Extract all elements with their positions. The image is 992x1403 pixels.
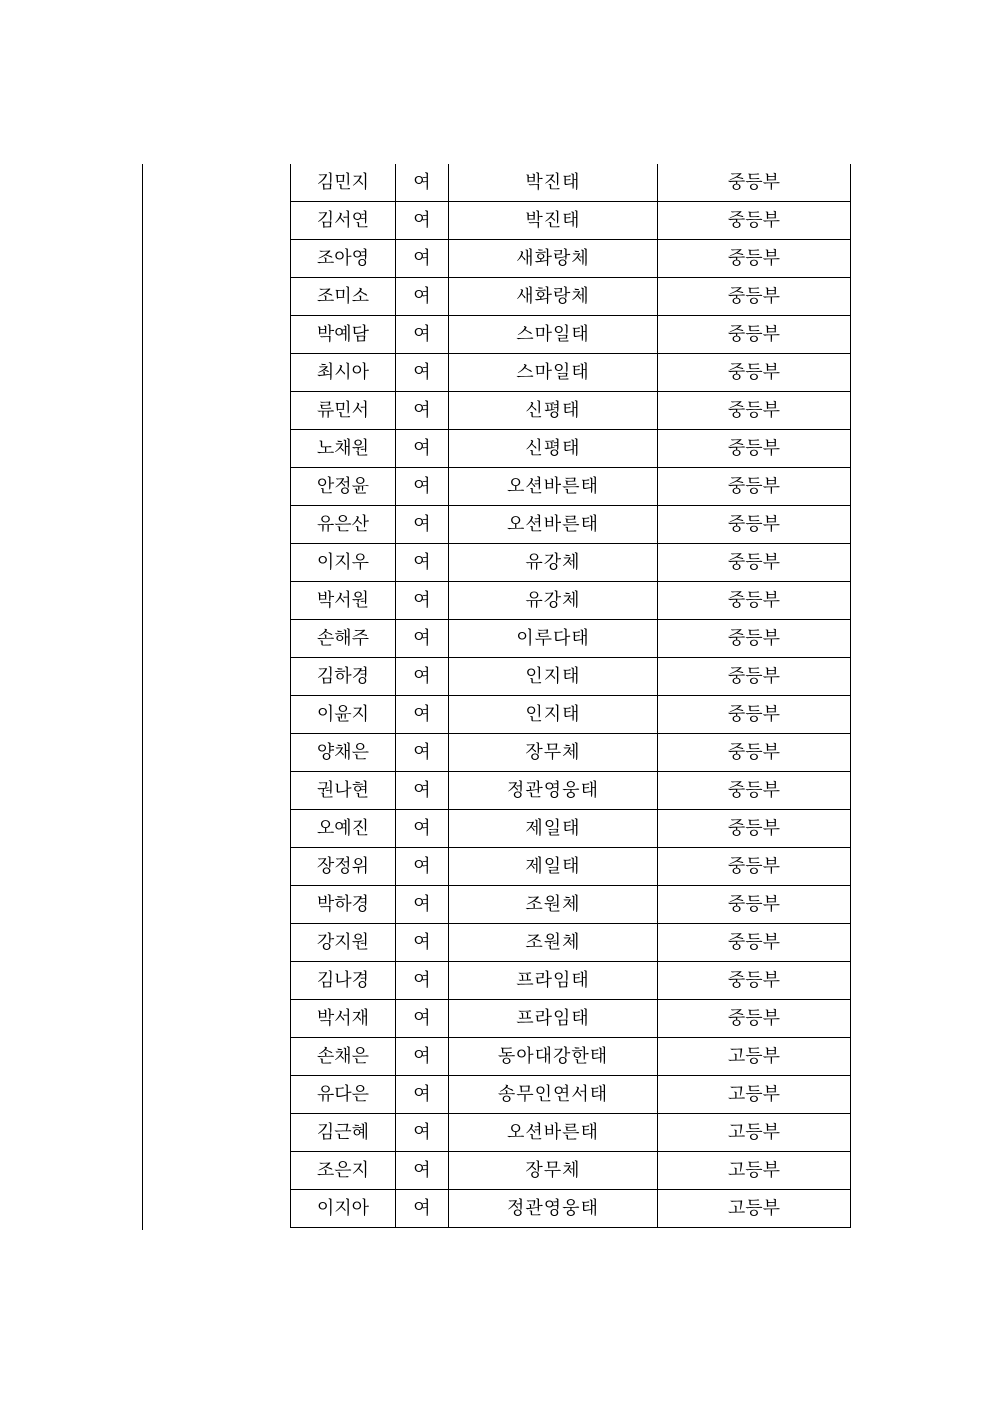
athlete-club: 이루다태 xyxy=(449,620,658,658)
table-row xyxy=(291,886,851,924)
athlete-gender: 여 xyxy=(396,848,449,886)
athlete-gender: 여 xyxy=(396,1114,449,1152)
athlete-name: 오예진 xyxy=(291,810,396,848)
athlete-club: 장무체 xyxy=(449,734,658,772)
athlete-division: 중등부 xyxy=(658,734,851,772)
athlete-club: 오션바른태 xyxy=(449,468,658,506)
athlete-name: 손해주 xyxy=(291,620,396,658)
athlete-club: 제일태 xyxy=(449,848,658,886)
table-row xyxy=(291,240,851,278)
athlete-division: 중등부 xyxy=(658,240,851,278)
athlete-gender: 여 xyxy=(396,1190,449,1228)
athlete-club: 인지태 xyxy=(449,658,658,696)
athlete-club: 새화랑체 xyxy=(449,278,658,316)
athlete-division: 중등부 xyxy=(658,354,851,392)
athlete-name: 류민서 xyxy=(291,392,396,430)
athlete-name: 이지아 xyxy=(291,1190,396,1228)
table-row xyxy=(291,582,851,620)
athlete-division: 중등부 xyxy=(658,772,851,810)
athlete-division: 중등부 xyxy=(658,430,851,468)
table-row xyxy=(291,544,851,582)
roster-body xyxy=(291,164,851,1228)
athlete-division: 중등부 xyxy=(658,582,851,620)
table-row xyxy=(291,506,851,544)
athlete-club: 정관영웅태 xyxy=(449,1190,658,1228)
athlete-club: 새화랑체 xyxy=(449,240,658,278)
athlete-gender: 여 xyxy=(396,1152,449,1190)
athlete-gender: 여 xyxy=(396,582,449,620)
table-row xyxy=(291,1038,851,1076)
athlete-name: 최시아 xyxy=(291,354,396,392)
table-row xyxy=(291,202,851,240)
athlete-name: 김근혜 xyxy=(291,1114,396,1152)
athlete-club: 조원체 xyxy=(449,886,658,924)
table-row xyxy=(291,848,851,886)
athlete-name: 양채은 xyxy=(291,734,396,772)
athlete-gender: 여 xyxy=(396,1038,449,1076)
athlete-gender: 여 xyxy=(396,1000,449,1038)
table-row xyxy=(291,772,851,810)
athlete-name: 손채은 xyxy=(291,1038,396,1076)
table-row xyxy=(291,734,851,772)
athlete-gender: 여 xyxy=(396,620,449,658)
athlete-club: 정관영웅태 xyxy=(449,772,658,810)
athlete-name: 유다은 xyxy=(291,1076,396,1114)
athlete-gender: 여 xyxy=(396,1076,449,1114)
athlete-division: 고등부 xyxy=(658,1038,851,1076)
athlete-gender: 여 xyxy=(396,506,449,544)
athlete-club: 조원체 xyxy=(449,924,658,962)
athlete-gender: 여 xyxy=(396,544,449,582)
athlete-division: 중등부 xyxy=(658,506,851,544)
athlete-division: 중등부 xyxy=(658,468,851,506)
table-row xyxy=(291,1076,851,1114)
table-row xyxy=(291,620,851,658)
athlete-club: 프라임태 xyxy=(449,1000,658,1038)
athlete-gender: 여 xyxy=(396,354,449,392)
athlete-division: 중등부 xyxy=(658,886,851,924)
table-row xyxy=(291,1114,851,1152)
athlete-name: 조아영 xyxy=(291,240,396,278)
table-row xyxy=(291,164,851,202)
table-row xyxy=(291,658,851,696)
athlete-division: 중등부 xyxy=(658,202,851,240)
athlete-name: 권나현 xyxy=(291,772,396,810)
athlete-gender: 여 xyxy=(396,696,449,734)
table-row xyxy=(291,1000,851,1038)
athlete-club: 박진태 xyxy=(449,164,658,202)
athlete-division: 중등부 xyxy=(658,316,851,354)
athlete-name: 김민지 xyxy=(291,164,396,202)
athlete-gender: 여 xyxy=(396,772,449,810)
athlete-gender: 여 xyxy=(396,810,449,848)
table-row xyxy=(291,962,851,1000)
athlete-name: 이지우 xyxy=(291,544,396,582)
athlete-division: 중등부 xyxy=(658,810,851,848)
athlete-club: 박진태 xyxy=(449,202,658,240)
athlete-gender: 여 xyxy=(396,202,449,240)
athlete-name: 노채원 xyxy=(291,430,396,468)
athlete-gender: 여 xyxy=(396,278,449,316)
table-row xyxy=(291,430,851,468)
athlete-division: 중등부 xyxy=(658,164,851,202)
athlete-name: 강지원 xyxy=(291,924,396,962)
table-row xyxy=(291,810,851,848)
athlete-club: 송무인연서태 xyxy=(449,1076,658,1114)
athlete-club: 오션바른태 xyxy=(449,1114,658,1152)
table-row xyxy=(291,924,851,962)
table-row xyxy=(291,696,851,734)
athlete-name: 김나경 xyxy=(291,962,396,1000)
athlete-division: 중등부 xyxy=(658,848,851,886)
table-row xyxy=(291,354,851,392)
athlete-division: 고등부 xyxy=(658,1152,851,1190)
athlete-club: 프라임태 xyxy=(449,962,658,1000)
athlete-name: 유은산 xyxy=(291,506,396,544)
athlete-name: 박서재 xyxy=(291,1000,396,1038)
athlete-club: 제일태 xyxy=(449,810,658,848)
roster-table xyxy=(290,164,851,1228)
athlete-club: 장무체 xyxy=(449,1152,658,1190)
athlete-name: 안정윤 xyxy=(291,468,396,506)
athlete-division: 고등부 xyxy=(658,1190,851,1228)
table-row xyxy=(291,392,851,430)
athlete-name: 김서연 xyxy=(291,202,396,240)
athlete-name: 박서원 xyxy=(291,582,396,620)
athlete-gender: 여 xyxy=(396,164,449,202)
athlete-club: 유강체 xyxy=(449,544,658,582)
left-column-rule xyxy=(142,164,143,1230)
athlete-club: 스마일태 xyxy=(449,354,658,392)
athlete-club: 신평태 xyxy=(449,392,658,430)
athlete-division: 중등부 xyxy=(658,924,851,962)
athlete-club: 스마일태 xyxy=(449,316,658,354)
athlete-division: 중등부 xyxy=(658,1000,851,1038)
athlete-division: 중등부 xyxy=(658,696,851,734)
athlete-division: 고등부 xyxy=(658,1076,851,1114)
athlete-club: 동아대강한태 xyxy=(449,1038,658,1076)
athlete-name: 박하경 xyxy=(291,886,396,924)
athlete-club: 유강체 xyxy=(449,582,658,620)
athlete-gender: 여 xyxy=(396,468,449,506)
athlete-gender: 여 xyxy=(396,430,449,468)
athlete-gender: 여 xyxy=(396,392,449,430)
athlete-name: 조은지 xyxy=(291,1152,396,1190)
athlete-division: 중등부 xyxy=(658,620,851,658)
athlete-gender: 여 xyxy=(396,886,449,924)
athlete-division: 중등부 xyxy=(658,962,851,1000)
athlete-name: 장정위 xyxy=(291,848,396,886)
athlete-name: 조미소 xyxy=(291,278,396,316)
athlete-gender: 여 xyxy=(396,962,449,1000)
athlete-name: 박예담 xyxy=(291,316,396,354)
athlete-gender: 여 xyxy=(396,316,449,354)
table-row xyxy=(291,468,851,506)
athlete-club: 신평태 xyxy=(449,430,658,468)
table-row xyxy=(291,1190,851,1228)
athlete-division: 고등부 xyxy=(658,1114,851,1152)
athlete-division: 중등부 xyxy=(658,392,851,430)
athlete-club: 오션바른태 xyxy=(449,506,658,544)
athlete-club: 인지태 xyxy=(449,696,658,734)
athlete-gender: 여 xyxy=(396,924,449,962)
athlete-gender: 여 xyxy=(396,658,449,696)
table-row xyxy=(291,278,851,316)
table-row xyxy=(291,316,851,354)
athlete-division: 중등부 xyxy=(658,278,851,316)
athlete-division: 중등부 xyxy=(658,544,851,582)
athlete-gender: 여 xyxy=(396,240,449,278)
athlete-name: 김하경 xyxy=(291,658,396,696)
athlete-division: 중등부 xyxy=(658,658,851,696)
table-row xyxy=(291,1152,851,1190)
athlete-name: 이윤지 xyxy=(291,696,396,734)
athlete-gender: 여 xyxy=(396,734,449,772)
